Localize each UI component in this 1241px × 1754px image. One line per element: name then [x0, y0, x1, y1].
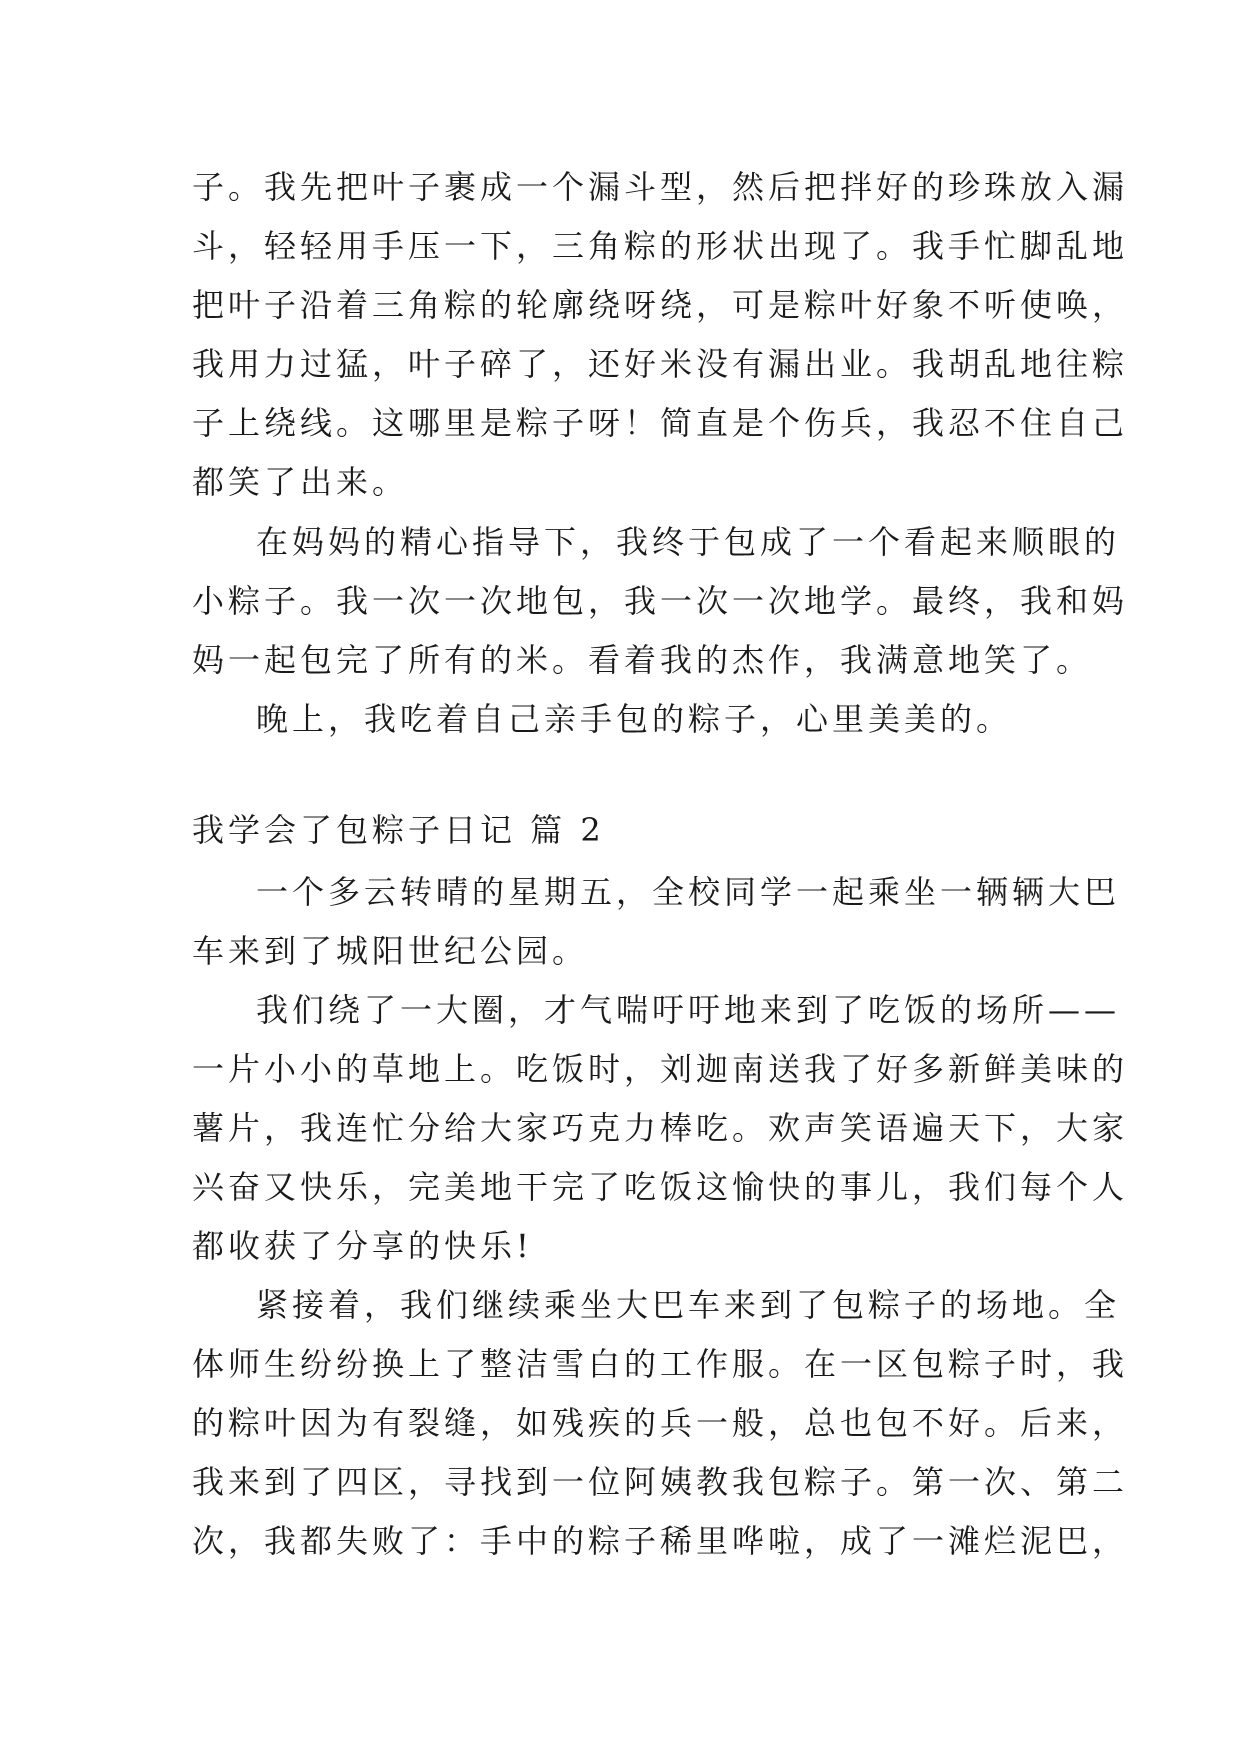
paragraph-line: 我用力过猛，叶子碎了，还好米没有漏出业。我胡乱地往粽	[192, 345, 1129, 383]
paragraph-line: 都笑了出来。	[192, 463, 409, 501]
paragraph-line: 薯片，我连忙分给大家巧克力棒吃。欢声笑语遍天下，大家	[192, 1109, 1129, 1147]
paragraph-line: 体师生纷纷换上了整洁雪白的工作服。在一区包粽子时，我	[192, 1345, 1129, 1383]
paragraph-line: 妈一起包完了所有的米。看着我的杰作，我满意地笑了。	[192, 641, 1093, 679]
paragraph-line: 都收获了分享的快乐!	[192, 1227, 533, 1265]
paragraph-line: 一个多云转晴的星期五，全校同学一起乘坐一辆辆大巴	[256, 873, 1121, 911]
paragraph-line: 次，我都失败了：手中的粽子稀里哗啦，成了一滩烂泥巴，	[192, 1522, 1129, 1560]
paragraph-line: 我来到了四区，寻找到一位阿姨教我包粽子。第一次、第二	[192, 1463, 1129, 1501]
paragraph-line: 车来到了城阳世纪公园。	[192, 932, 589, 970]
paragraph-line: 我们绕了一大圈，才气喘吁吁地来到了吃饭的场所——	[256, 991, 1121, 1029]
paragraph-line: 把叶子沿着三角粽的轮廓绕呀绕，可是粽叶好象不听使唤，	[192, 286, 1129, 324]
paragraph-line: 紧接着，我们继续乘坐大巴车来到了包粽子的场地。全	[256, 1286, 1121, 1324]
paragraph-line: 一片小小的草地上。吃饭时，刘迦南送我了好多新鲜美味的	[192, 1050, 1129, 1088]
paragraph-line: 子上绕线。这哪里是粽子呀！简直是个伤兵，我忍不住自己	[192, 404, 1129, 442]
paragraph-line: 的粽叶因为有裂缝，如残疾的兵一般，总也包不好。后来，	[192, 1404, 1129, 1442]
paragraph-line: 斗，轻轻用手压一下，三角粽的形状出现了。我手忙脚乱地	[192, 227, 1129, 265]
paragraph-line: 子。我先把叶子裹成一个漏斗型，然后把拌好的珍珠放入漏	[192, 168, 1129, 206]
paragraph-line: 小粽子。我一次一次地包，我一次一次地学。最终，我和妈	[192, 582, 1129, 620]
paragraph-line: 晚上，我吃着自己亲手包的粽子，心里美美的。	[256, 700, 1013, 738]
section-heading: 我学会了包粽子日记 篇 2	[192, 811, 605, 849]
paragraph-line: 兴奋又快乐，完美地干完了吃饭这愉快的事儿，我们每个人	[192, 1168, 1129, 1206]
paragraph-line: 在妈妈的精心指导下，我终于包成了一个看起来顺眼的	[256, 523, 1121, 561]
